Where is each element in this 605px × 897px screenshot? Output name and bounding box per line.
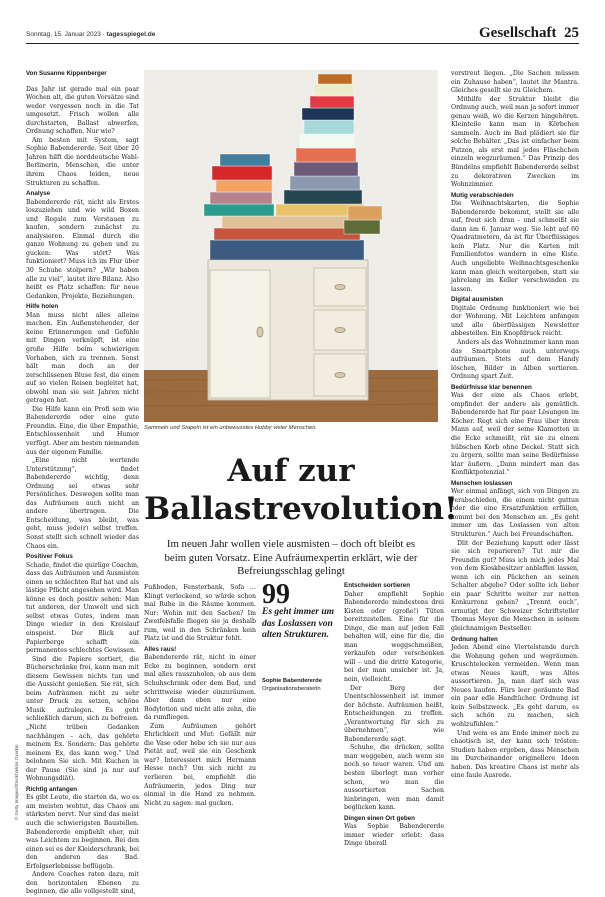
paragraph: Und wem es am Ende immer noch zu chaotisch ist, der kann sich trösten: Studien haben ergeben, dass Menschen im Durcheinander originellere Ideen haben. Das kreative Chaos ist mehr als eine faule Ausrede. <box>451 729 579 780</box>
paragraph: Was der eine als Chaos erlebt, empfindet der andere als gemütlich. Babendererde hat für paar Lösungen im Köcher. Regt sich eine Frau über ihren Mann auf, weil der seine Klamotten in die Ecke schmeißt, rät sie zu einem hübschen Korb ohne Deckel. Statt sich zu ärgern, sollte man seine Bedürfnisse klar äußern. „Dann mindert man das Konfliktpotenzial.“ <box>451 392 579 477</box>
subheading: Richtig anfangen <box>26 785 78 793</box>
photo-credit: © Getty Images/iStock/Vektor Dvorkin <box>14 744 19 820</box>
paragraph: Schade, findet die quirlige Coachin, dass das Aufräumen und Ausmisten einen so schlechten Ruf hat und als lästige Pflicht angesehen wird. Man könne es doch positiv sehen: Man tut anderen, der Umwelt und sich selbst etwas Gutes, indem man Dinge wieder in den Kreislauf einspeist. Der Blick auf Papierberge schafft ein permanentes schlechtes Gewissen. <box>26 561 139 655</box>
subheading: Ordnung halten <box>451 635 498 643</box>
paragraph: Die Weihnachtskarten, die Sophie Babendererde bekommt, stellt sie alle auf, freut sich dran – und schmeißt sie dann am 6. Januar weg. Sie lebt auf 60 Quadratmetern, da ist für Überflüssiges kein Platz. Nur die Karten mit Familienfotos wandern in eine Kiste. Auch ungeliebte Weihnachtsgeschenke kann man gleich weitergeben, statt sie jahrelang im Keller verschwinden zu lassen. <box>451 200 579 293</box>
paragraph: Sind die Papiere sortiert, die Bücherschränke frei, kann man mit diesem Gewissen nichts tun und die Aussicht genießen. Sie rät, sich beim Aufräumen nicht zu sehr unter Druck zu setzen, schöne Musik aufzulegen. Es geht schließlich darum, sich zu befreien. „Nicht trüben Gedanken nachhängen – ach, das gehörte meinem Ex. Sondern: Das gehörte meinem Ex, das kann weg.“ Und belohnen Sie sich. Mit Kuchen in der Pause (Sie sind ja nur auf Wohnungsdiät). <box>26 655 139 783</box>
headline-line-2: Ballastrevolution! <box>144 491 458 527</box>
subheading: Analyse <box>26 190 51 198</box>
subheading: Dingen einen Ort geben <box>344 814 416 822</box>
pull-quote-source <box>262 678 342 693</box>
subheading: Positiver Fokus <box>26 553 73 561</box>
subheading: Digital ausmisten <box>451 296 504 304</box>
column-1 <box>26 70 139 897</box>
subheading: Entscheiden sortieren <box>344 582 411 589</box>
subheading: Bedürfnisse klar benennen <box>451 383 532 391</box>
book-stack-cabinet-illustration <box>144 70 438 422</box>
photo-caption: Sammeln und Stapeln ist ein unbewusstes Hobby vieler Menschen. <box>144 425 318 431</box>
subheading: Mutig verabschieden <box>451 191 514 199</box>
paragraph: Daher empfiehlt Sophie Babendererde mindestens drei Kisten oder (große!) Tüten bereitzustellen. Eine für die Dinge, die man auf jeden Fall behalten will, eine für die, die man weggschmeißen, verkaufen oder verschenken will – und die dritte Kategorie, bei der man unsicher ist. Ja, nein, vielleicht. <box>344 590 444 684</box>
paragraph: Das Jahr ist gerade mal ein paar Wochen alt, die guten Vorsätze sind weder vergessen noch in die Tat umgesetzt. Frisch wollen alle durchstarten, Ballast abwerfen, Ordnung schaffen. Nur wie? <box>26 85 139 136</box>
paragraph: Der Berg der Unentschlossenheit ist immer der höchste. Aufräumen heißt, Entscheidungen zu treffen. „Verantwortung für sich zu übernehmen“, wie Babendererde sagt. <box>344 684 444 743</box>
paragraph: Fußboden, Fensterbank, Sofa … Klingt verlockend, so würde schon mal Ruhe in die Räume kommen. Nur: Wohin mit den Sachen? Im Zweifelsfalle fliegen sie ja deshalb rum, weil in den Schränken kein Platz ist und die Struktur fehlt. <box>144 584 256 643</box>
section-name: Gesellschaft <box>479 25 557 41</box>
paragraph: verstreut liegen. „Die Sachen müssen ein Zuhause haben“, lautet ihr Mantra. Gleiches gesellt sie zu Gleichem. <box>451 70 579 95</box>
column-3 <box>344 580 444 849</box>
quote-author: Sophie Babendererde <box>262 678 322 684</box>
pull-quote: Es geht immer um das Loslassen von alten Strukturen. <box>262 607 335 640</box>
headline-line-1: Auf zur <box>227 453 355 489</box>
paragraph: Die Hilfe kann ein Profi sein wie Babendererde oder eine gute Freundin. Eine, die über Empathie, Entschlossenheit und Humor verfügt. Aber am besten niemanden aus der eigenen Familie. <box>26 405 139 456</box>
byline: Von Susanne Kippenberger <box>26 70 107 77</box>
paragraph: Babendererde rät, nicht in einer Ecke zu beginnen, sondern erst mal alles rauszuholen, ob aus dem Schuhschrank oder dem Bad, und schrittweise wieder einzuräumen. Aber dann eben nur eine Bodylotion und nicht alle zehn, die da rumfliegen. <box>144 654 256 722</box>
subheading: Alles raus! <box>144 645 177 653</box>
paragraph: Jeden Abend eine Viertelstunde durch die Wohnung gehen und wegräumen. Kruschtelecken vermeiden. Wenn man etwas Neues kauft, was Altes aussortieren. Ja, man darf sich was Neues kaufen. Fürs leer geräumte Bad ein paar edle Handtücher. Ordnung ist kein Selbstzweck. „Es geht darum, es sich schön zu machen, sich wohlzufühlen.“ <box>451 644 579 729</box>
paragraph: Wer einmal anfängt, sich von Dingen zu verabschieden, die einem nicht guttun oder die eine Ersatzfunktion erfüllen, kommt bei den Menschen an. „Es geht immer um das Loslassen von alten Strukturen.“ Auch bei Freundschaften. <box>451 488 579 538</box>
header-date: Sonntag, 15. Januar 2023 <box>26 31 101 38</box>
subheading: Menschen loslassen <box>451 479 513 487</box>
header-site[interactable]: tagesspiegel.de <box>106 31 156 38</box>
quote-mark-icon: 99 <box>262 579 290 610</box>
header-rule <box>26 43 579 44</box>
paragraph: Babendererde rät, nicht als Erstes loszuziehen und wie wild Boxen und Regale zum Verstauen zu kaufen, sondern zunächst zu analysieren. Einmal durch die ganze Wohnung zu gehen und zu gucken: Was stört? Was funktioniert? Muss ich im Flur über 30 Schuhe stolpern? „Wir haben alle zu viel“, lautet ihre Bilanz. Also heißt es Platz schaffen: für neue Gedanken, Projekte, Beziehungen. <box>26 198 139 300</box>
paragraph: Andere Coaches raten dazu, mit den horizontalen Ebenen zu beginnen, die alle vollgestellt sind, <box>26 871 139 896</box>
quote-author-role: Organisationsberaterin <box>262 685 321 692</box>
teaser: Im neuen Jahr wollen viele ausmisten – doch oft bleibt es beim guten Vorsatz. Eine Aufräumexpertin erklärt, wie der Befreiungsschlag gelingt <box>164 538 418 577</box>
paragraph: Anders als das Wohnzimmer kann man das Smartphone auch unterwegs aufräumen. Stets auf dem Handy löschen, Bilder in Alben sortieren. Ordnung spart Zeit. <box>451 338 579 381</box>
paragraph: Dlit der Beziehung kaputt oder lässt sie sich reparieren? Tut mir die Freundin gut? Muss ich mich jedes Mal von dem Kioskbesitzer anblaffen lassen, wenn ich ein Päckchen an seinen Schalter abgebe? Oder sollte ich lieber ein paar Schritte weiter zur netten Konkurrenz gehen? „Trennt euch“, ermutigt der Schweizer Schriftsteller Thomas Meyer die Menschen in seinem gleichnamigen Bestseller. <box>451 539 579 632</box>
paragraph: „Eine nicht wertende Unterstützung“, findet Babendererde wichtig, denn Ordnung sei etwas sehr Persönliches. Deswegen sollte man das Aufräumen auch nicht an andere übertragen. Die Entscheidung, was bleibt, was geht, muss jede(r) selbst treffen. Sonst stellt sich schnell wieder das Chaos ein. <box>26 457 139 550</box>
paragraph: Schuhe, die drücken, sollte man weggeben, auch wenn sie noch so teuer waren. Und am besten überlegt man vorher schon, wo man die aussortierten Sachen hinbringen, wen man damit beglücken kann. <box>344 744 444 812</box>
article-photo <box>144 70 438 422</box>
column-4 <box>451 70 579 781</box>
header-dateline: Sonntag, 15. Januar 2023 · tagesspiegel.de <box>26 31 156 38</box>
paragraph: Am besten mit System, sagt Sophie Babendererde. Seit über 20 Jahren hilft die norddeutsche Wahl-Berlinerin, Menschen, die unter ihrem Chaos leiden, neue Strukturen zu schaffen. <box>26 136 139 187</box>
paragraph: Digitale Ordnung funktioniert wie bei der Wohnung. Mit Leichtem anfangen und alle überflüssigen Newsletter abbestellen. Ein Knopfdruck reicht. <box>451 304 579 338</box>
paragraph: Mithilfe der Struktur bleibt die Ordnung auch, weil man ja sofort immer genau weiß, wo die Kerzen hingehören. Kleinteile kann man in Körbchen sammeln. Auch im Bad plädiert sie für solche Behälter. „Das ist einfacher beim Putzen, als erst mal jedes Fläschchen einzeln wegzuräumen.“ Das Prinzip des Bündelns empfiehlt Babendererde selbst zu dekorativen Zwecken im Wohnzimmer. <box>451 95 580 189</box>
subheading: Hilfe holen <box>26 303 59 311</box>
paragraph: Es gibt Leute, die starten da, wo es am meisten wehtut, das Chaos am stärksten nervt. Nur sind das meist auch die schwierigsten Baustellen. Babendererde empfiehlt eher, mit was Leichtem zu beginnen. Bei den einen sei es der Kleiderschrank, bei den anderen das Bad. Erfolgserlebnisse beflügeln. <box>26 794 139 870</box>
column-2 <box>144 584 256 808</box>
paragraph: Man muss nicht alles alleine machen. Ein Außenstehender, der keine Erinnerungen und Gefühle mit Dingen verknüpft, ist eine große Hilfe beim schwierigen Vorhaben, sich zu trennen. Sonst hält man doch an der zerschlissenen Bluse fest, die einen auf so vielen Reisen begleitet hat, obwohl man sie seit Jahren nicht getragen hat. <box>26 311 139 405</box>
paragraph: Zum Aufräumen gehört Ehrlichkeit und Mut: Gefällt mir die Vase oder hebe ich sie nur aus Pietät auf, weil sie ein Geschenk war? Interessiert mich Hermann Hesse noch? Um sich nicht zu verlieren bei, empfiehlt die Aufräumerin, jedes Ding nur einmal in die Hand zu nehmen. Nicht zu sagen: mal gucken. <box>144 722 256 807</box>
page-number: 25 <box>564 25 579 41</box>
header-section <box>479 25 579 42</box>
paragraph: Was Sophie Babendererde immer wieder erlebt: dass Dinge überall <box>344 823 444 848</box>
headline <box>144 452 458 528</box>
